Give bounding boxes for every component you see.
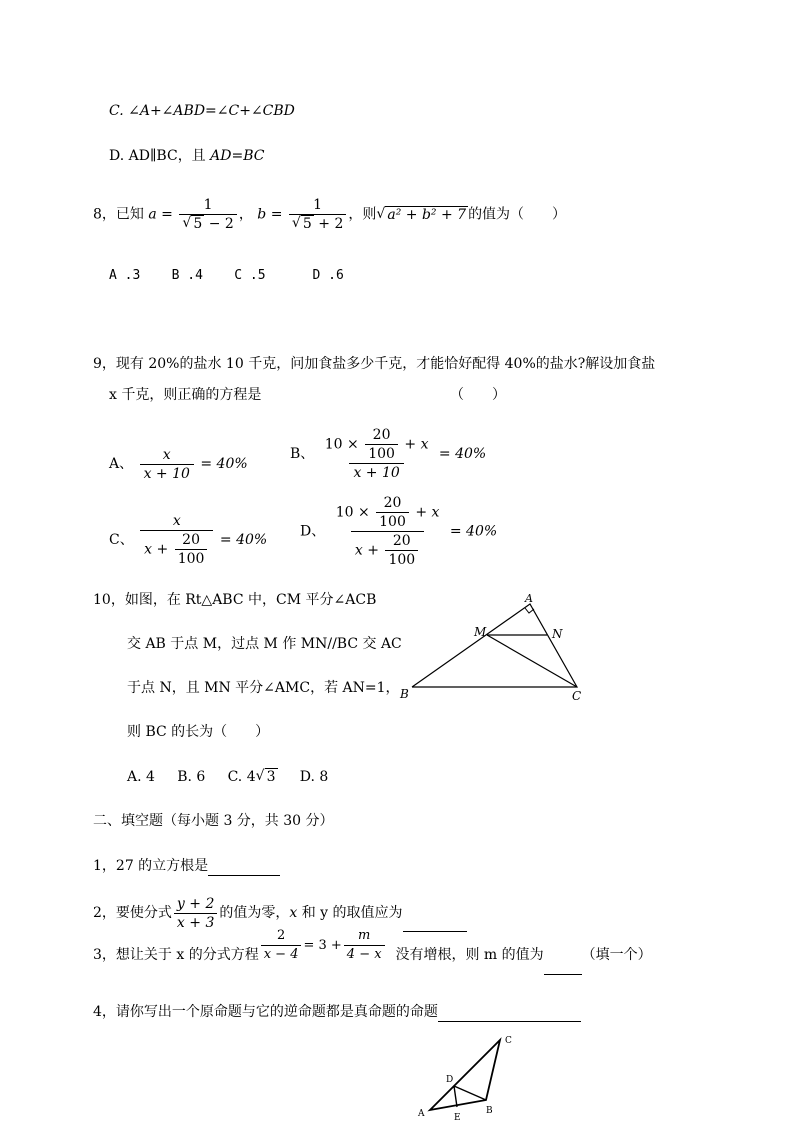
fill-q1: 1，27 的立方根是 <box>93 856 280 876</box>
q9-d-den-inner-fraction: $\frac{20}{100}$ <box>385 532 418 569</box>
q7-option-c: C. ∠A+∠ABD=∠C+∠CBD <box>109 103 295 119</box>
question-8: 8，已知 a = 1 √ 5 − 2 ， b = 1 √ 5 + 2 ，则 √ a² + b² + 7 的值为（ ） <box>93 197 567 232</box>
fill-q3-fraction-2: $\frac{m}{4 - x}$ <box>344 927 385 964</box>
q10-option-b: B. 6 <box>177 769 206 785</box>
q9-c-fraction: x x + $\frac{20}{100}$ <box>140 512 213 568</box>
q8-a-fraction: 1 √ 5 − 2 <box>179 196 236 233</box>
segment-de <box>454 1086 457 1107</box>
fill-q4-blank[interactable] <box>438 1005 581 1022</box>
q10-line-4: 则 BC 的长为（ ） <box>127 724 270 740</box>
label-b: B <box>400 687 409 701</box>
q8-root-expression: √ a² + b² + 7 <box>376 205 467 223</box>
q10-line-1: 10，如图，在 Rt△ABC 中，CM 平分∠ACB <box>93 592 377 608</box>
q10-options <box>127 767 328 787</box>
fill-q1-blank[interactable] <box>208 859 280 876</box>
fill-q2-fraction: $\frac{y + 2}{x + 3}$ <box>174 895 217 932</box>
fill-q4-triangle-figure <box>414 1032 524 1123</box>
q10-option-d: D. 8 <box>299 769 329 785</box>
triangle-abc <box>412 604 577 687</box>
fill-q3: 3，想让关于 x 的分式方程 $\frac{2}{x - 4}$ = 3 + $\frac{m}{4 - x}$ 没有增根，则 m 的值为 （填一个） <box>93 936 652 975</box>
q8-option-c: C .5 <box>234 268 266 283</box>
q7-option-d-eq: AD=BC <box>210 148 265 164</box>
q9-c-inner-fraction: $\frac{20}{100}$ <box>175 531 208 568</box>
section-2-title: 二、填空题（每小题 3 分，共 30 分） <box>93 813 334 829</box>
label-e2: E <box>454 1113 461 1123</box>
fill-q2: 2，要使分式 $\frac{y + 2}{x + 3}$ 的值为零，x 和 y 的取值应为 <box>93 894 467 932</box>
q7-option-d <box>109 146 264 166</box>
q10-line-2: 交 AB 于点 M，过点 M 作 MN//BC 交 AC <box>127 636 402 652</box>
segment-mc <box>487 635 577 687</box>
q10-option-c: C. 4 √ 3 <box>227 768 276 785</box>
q9-paren: （ ） <box>450 387 506 403</box>
q8-a-lhs: a = <box>148 206 173 223</box>
q10-triangle-figure <box>396 592 596 704</box>
q9-b-inner-fraction: $\frac{20}{100}$ <box>365 426 398 463</box>
q8-suffix: 的值为（ ） <box>468 206 567 223</box>
q8-a-num: 1 <box>203 197 213 213</box>
label-a: A <box>525 592 533 605</box>
fill-q3-blank[interactable] <box>544 958 582 975</box>
q8-option-a: A .3 <box>109 268 141 283</box>
q9-option-c: C、 x x + $\frac{20}{100}$ = 40% <box>109 513 268 567</box>
q9-line-2: x 千克，则正确的方程是 <box>109 387 262 403</box>
q10-line-3: 于点 N，且 MN 平分∠AMC，若 AN=1， <box>127 680 400 696</box>
q8-b-sqrt: √ 5 <box>291 215 312 232</box>
q8-b-fraction: 1 √ 5 + 2 <box>289 196 346 233</box>
q9-d-num-inner-fraction: $\frac{20}{100}$ <box>376 494 409 531</box>
triangle-abc-2 <box>430 1040 500 1110</box>
q8-option-b: B .4 <box>171 268 203 283</box>
q10-option-a: A. 4 <box>127 769 155 785</box>
segment-db <box>454 1086 486 1100</box>
q9-a-fraction: $\frac{x}{x + 10}$ <box>140 446 194 483</box>
q7-option-d-text: D. AD∥BC，且 <box>109 148 211 164</box>
fill-q3-fraction-1: $\frac{2}{x - 4}$ <box>261 927 302 964</box>
q9-option-a: A、 $\frac{x}{x + 10}$ = 40% <box>109 446 248 482</box>
q8-options <box>109 266 344 286</box>
label-b2: B <box>486 1106 493 1116</box>
q9-option-d: D、 10 × $\frac{20}{100}$ + x x + $\frac{20}{100}$ = 40% <box>300 495 498 568</box>
q9-line-1: 9，现有 20%的盐水 10 千克，问加食盐多少千克，才能恰好配得 40%的盐水?解设加食盐 <box>93 356 656 372</box>
q9-b-fraction: 10 × $\frac{20}{100}$ + x x + 10 <box>324 427 429 481</box>
q8-option-d: D .6 <box>312 268 344 283</box>
q9-d-fraction: 10 × $\frac{20}{100}$ + x x + $\frac{20}{100}$ <box>335 495 440 568</box>
q8-prefix: 8，已知 <box>93 206 144 223</box>
label-c2: C <box>505 1036 512 1046</box>
q8-b-num: 1 <box>313 197 323 213</box>
label-c: C <box>572 689 582 703</box>
fill-q4: 4，请你写出一个原命题与它的逆命题都是真命题的命题 <box>93 1002 581 1022</box>
q8-a-sqrt: √ 5 <box>182 215 203 232</box>
label-m: M <box>474 625 487 639</box>
label-a2: A <box>418 1109 425 1119</box>
label-d2: D <box>446 1075 454 1085</box>
q8-b-lhs: b = <box>257 206 283 223</box>
q9-option-b: B、 10 × $\frac{20}{100}$ + x x + 10 = 40% <box>290 427 487 481</box>
fill-q2-blank[interactable] <box>403 915 467 932</box>
label-n: N <box>552 627 563 641</box>
